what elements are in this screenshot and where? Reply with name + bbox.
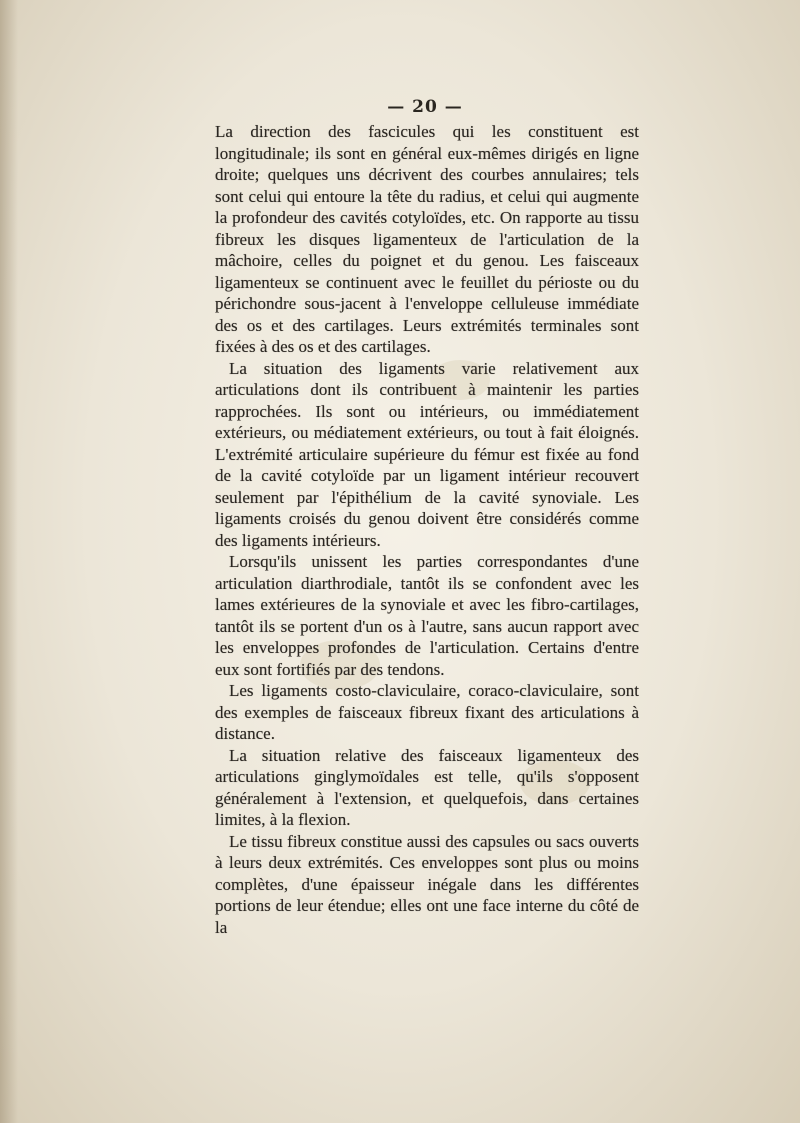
paragraph: La direction des fascicules qui les constituent est longitudinale; ils sont en général eux-mêmes dirigés en ligne droite; quelques uns décrivent des courbes annulaires; tels sont celui qui entoure la tête du radius, et celui qui augmente la profondeur des cavités cotyloïdes, etc. On rapporte au tissu fibreux les disques ligamenteux de l'articulation de la mâchoire, celles du poignet et du genou. Les faisceaux ligamenteux se continuent avec le feuillet du périoste ou du périchondre sous-jacent à l'enveloppe celluleuse immédiate des os et des cartilages. Leurs extrémités terminales sont fixées à des os et des cartilages. (215, 122, 639, 356)
paragraph: Lorsqu'ils unissent les parties correspondantes d'une articulation diarthrodiale, tantôt ils se confondent avec les lames extérieures de la synoviale et avec les fibro-cartilages, tantôt ils se portent d'un os à l'autre, sans aucun rapport avec les enveloppes profondes de l'articulation. Certains d'entre eux sont fortifiés par des tendons. (215, 552, 639, 679)
body-text (215, 121, 639, 938)
paragraph: La situation des ligaments varie relativement aux articulations dont ils contribuent à maintenir les parties rapprochées. Ils sont ou intérieurs, ou immédiatement extérieurs, ou médiatement extérieurs, ou tout à fait éloignés. L'extrémité articulaire supérieure du fémur est fixée au fond de la cavité cotyloïde par un ligament intérieur recouvert seulement par l'épithélium de la cavité synoviale. Les ligaments croisés du genou doivent être considérés comme des ligaments intérieurs. (215, 358, 639, 550)
paragraph: La situation relative des faisceaux ligamenteux des articulations ginglymoïdales est telle, qu'ils s'opposent généralement à l'extension, et quelquefois, dans certaines limites, à la flexion. (215, 745, 639, 829)
paragraph: Le tissu fibreux constitue aussi des capsules ou sacs ouverts à leurs deux extrémités. Ces enveloppes sont plus ou moins complètes, d'une épaisseur inégale dans les différentes portions de leur étendue; elles ont une face interne du côté de la (215, 831, 639, 937)
page-edge-shadow (0, 0, 18, 1123)
page-number: — 20 — (387, 97, 463, 117)
paragraph: Les ligaments costo-claviculaire, coraco-claviculaire, sont des exemples de faisceaux fibreux fixant des articulations à distance. (215, 681, 639, 743)
